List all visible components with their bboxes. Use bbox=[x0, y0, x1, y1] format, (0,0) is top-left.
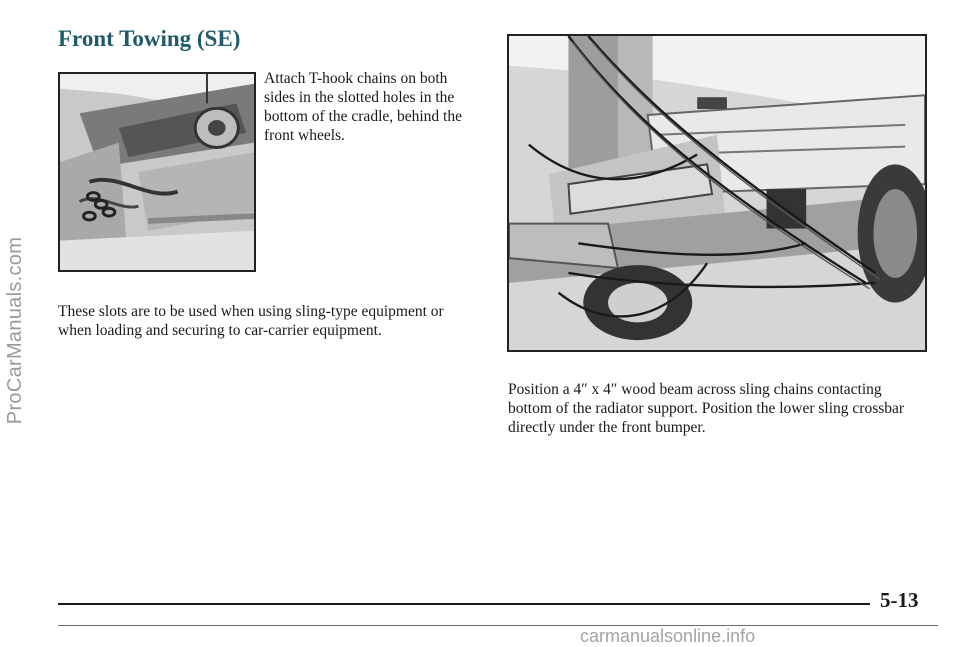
footer-watermark: carmanualsonline.info bbox=[580, 626, 756, 646]
slots-usage-note: These slots are to be used when using sling-type equipment or when loading and securing to car-carrier equipment. bbox=[58, 303, 444, 339]
sling-towing-photo bbox=[507, 34, 927, 352]
t-hook-chain-photo bbox=[58, 72, 256, 272]
beam-position-instructions: Position a 4″ x 4″ wood beam across sling chains contacting bottom of the radiator support. Position the lower sling crossbar directly under the front bumper. bbox=[508, 381, 905, 436]
t-hook-chain-illustration bbox=[60, 74, 254, 270]
section-heading: Front Towing (SE) bbox=[58, 26, 241, 51]
page-number: 5-13 bbox=[880, 588, 919, 612]
attach-instructions: Attach T-hook chains on both sides in the slotted holes in the bottom of the cradle, behind the front wheels. bbox=[264, 70, 462, 144]
sling-towing-illustration bbox=[509, 36, 925, 350]
footer-rule bbox=[58, 603, 870, 605]
side-watermark-text: ProCarManuals.com bbox=[4, 236, 27, 424]
bottom-rule bbox=[58, 625, 938, 626]
side-watermark bbox=[2, 150, 30, 510]
